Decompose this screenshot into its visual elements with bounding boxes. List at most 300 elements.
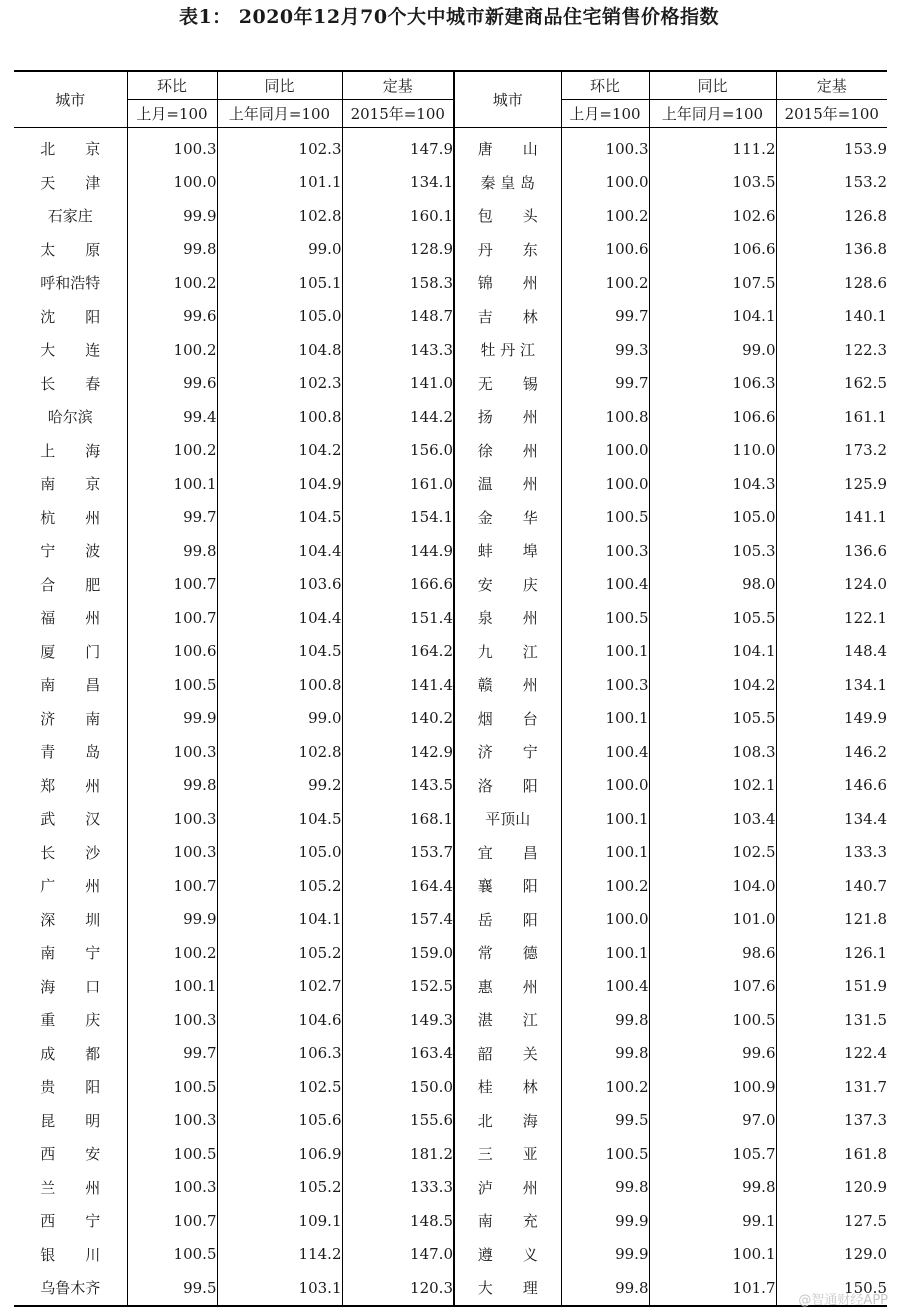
mom-value-right: 100.1	[561, 802, 649, 836]
city-name-left: 长 春	[40, 374, 101, 393]
yoy-value-left: 106.9	[217, 1137, 342, 1171]
table-row	[14, 1003, 887, 1037]
yoy-value-right: 103.4	[649, 802, 776, 836]
mom-value-right: 99.8	[561, 1037, 649, 1071]
base-value-right: 120.9	[776, 1171, 887, 1205]
mom-value-right: 100.6	[561, 233, 649, 267]
mom-value-left: 99.7	[127, 501, 217, 535]
city-name-left: 成 都	[40, 1044, 101, 1063]
city-name-left: 西 宁	[40, 1212, 101, 1231]
base-value-left: 163.4	[342, 1037, 454, 1071]
city-name-right: 湛 江	[454, 1003, 561, 1037]
yoy-value-right: 101.7	[649, 1271, 776, 1306]
yoy-value-left: 104.5	[217, 501, 342, 535]
city-name-right: 惠 州	[454, 970, 561, 1004]
table-row	[14, 128, 887, 166]
table-row	[14, 1204, 887, 1238]
watermark: @智通财经APP	[798, 1293, 888, 1308]
city-name-left: 南 京	[40, 475, 101, 494]
city-name-left: 合 肥	[40, 575, 101, 594]
mom-value-right: 100.3	[561, 128, 649, 166]
base-value-right: 148.4	[776, 635, 887, 669]
table-row	[14, 1271, 887, 1306]
city-name-right: 安 庆	[454, 568, 561, 602]
city-name-left: 沈 阳	[40, 307, 101, 326]
yoy-value-right: 104.1	[649, 300, 776, 334]
city-name-left: 重 庆	[40, 1011, 101, 1030]
base-value-right: 136.8	[776, 233, 887, 267]
base-value-right: 140.7	[776, 869, 887, 903]
base-value-right: 141.1	[776, 501, 887, 535]
yoy-value-left: 102.7	[217, 970, 342, 1004]
mom-value-left: 99.9	[127, 903, 217, 937]
base-value-left: 140.2	[342, 702, 454, 736]
yoy-value-left: 104.1	[217, 903, 342, 937]
header-yoy-right: 同比	[649, 71, 776, 100]
header-yoy-sub: 上年同月=100	[217, 100, 342, 128]
mom-value-right: 99.7	[561, 300, 649, 334]
table-row	[14, 199, 887, 233]
city-name-left: 福 州	[40, 609, 101, 628]
yoy-value-right: 107.5	[649, 266, 776, 300]
base-value-right: 173.2	[776, 434, 887, 468]
base-value-left: 166.6	[342, 568, 454, 602]
mom-value-left: 100.5	[127, 1137, 217, 1171]
city-name-left: 上 海	[40, 441, 101, 460]
mom-value-left: 100.0	[127, 166, 217, 200]
yoy-value-right: 108.3	[649, 735, 776, 769]
yoy-value-right: 102.6	[649, 199, 776, 233]
mom-value-right: 99.8	[561, 1271, 649, 1306]
mom-value-right: 100.0	[561, 903, 649, 937]
mom-value-left: 100.5	[127, 668, 217, 702]
mom-value-right: 100.2	[561, 199, 649, 233]
mom-value-left: 100.5	[127, 1070, 217, 1104]
yoy-value-right: 111.2	[649, 128, 776, 166]
table-row	[14, 1037, 887, 1071]
city-name-left: 昆 明	[40, 1111, 101, 1130]
table-row	[14, 233, 887, 267]
yoy-value-left: 104.5	[217, 635, 342, 669]
city-name-left: 海 口	[40, 977, 101, 996]
base-value-right: 129.0	[776, 1238, 887, 1272]
city-name-right: 唐 山	[454, 128, 561, 166]
base-value-left: 164.4	[342, 869, 454, 903]
base-value-right: 140.1	[776, 300, 887, 334]
yoy-value-right: 97.0	[649, 1104, 776, 1138]
table-row	[14, 1137, 887, 1171]
mom-value-right: 100.8	[561, 400, 649, 434]
base-value-right: 137.3	[776, 1104, 887, 1138]
base-value-left: 161.0	[342, 467, 454, 501]
yoy-value-right: 103.5	[649, 166, 776, 200]
mom-value-left: 100.7	[127, 1204, 217, 1238]
mom-value-right: 100.5	[561, 501, 649, 535]
city-name-right: 大 理	[454, 1271, 561, 1306]
city-name-right: 南 充	[454, 1204, 561, 1238]
table-row	[14, 936, 887, 970]
header-base-sub: 2015年=100	[342, 100, 454, 128]
header-mom-sub-right: 上月=100	[561, 100, 649, 128]
city-name-left: 天 津	[40, 173, 101, 192]
yoy-value-right: 104.1	[649, 635, 776, 669]
base-value-right: 128.6	[776, 266, 887, 300]
base-value-right: 151.9	[776, 970, 887, 1004]
yoy-value-left: 101.1	[217, 166, 342, 200]
city-name-right: 韶 关	[454, 1037, 561, 1071]
yoy-value-left: 104.9	[217, 467, 342, 501]
mom-value-right: 100.3	[561, 668, 649, 702]
city-name-left: 济 南	[40, 709, 101, 728]
mom-value-right: 100.2	[561, 266, 649, 300]
header-base: 定基	[342, 71, 454, 100]
city-name-left: 银 川	[40, 1245, 101, 1264]
city-name-right: 平顶山	[454, 802, 561, 836]
yoy-value-left: 102.3	[217, 128, 342, 166]
base-value-left: 154.1	[342, 501, 454, 535]
yoy-value-left: 103.6	[217, 568, 342, 602]
mom-value-right: 99.9	[561, 1238, 649, 1272]
city-name-right: 桂 林	[454, 1070, 561, 1104]
yoy-value-right: 99.1	[649, 1204, 776, 1238]
mom-value-right: 100.2	[561, 1070, 649, 1104]
header-base-right: 定基	[776, 71, 887, 100]
yoy-value-left: 102.8	[217, 735, 342, 769]
table-row	[14, 333, 887, 367]
base-value-right: 125.9	[776, 467, 887, 501]
yoy-value-right: 99.0	[649, 333, 776, 367]
mom-value-right: 100.0	[561, 467, 649, 501]
base-value-left: 149.3	[342, 1003, 454, 1037]
yoy-value-left: 102.3	[217, 367, 342, 401]
mom-value-left: 99.9	[127, 199, 217, 233]
yoy-value-right: 107.6	[649, 970, 776, 1004]
base-value-left: 168.1	[342, 802, 454, 836]
mom-value-right: 100.3	[561, 534, 649, 568]
table-body	[14, 128, 887, 1306]
city-name-left: 哈尔滨	[47, 408, 93, 427]
city-name-left: 青 岛	[40, 743, 101, 762]
city-name-left: 贵 阳	[40, 1078, 101, 1097]
mom-value-right: 100.1	[561, 836, 649, 870]
base-value-right: 162.5	[776, 367, 887, 401]
table-row	[14, 869, 887, 903]
mom-value-right: 99.5	[561, 1104, 649, 1138]
base-value-right: 121.8	[776, 903, 887, 937]
mom-value-right: 99.3	[561, 333, 649, 367]
table-row	[14, 166, 887, 200]
mom-value-left: 99.9	[127, 702, 217, 736]
city-name-left: 长 沙	[40, 843, 101, 862]
mom-value-right: 100.4	[561, 568, 649, 602]
base-value-left: 159.0	[342, 936, 454, 970]
mom-value-left: 100.3	[127, 735, 217, 769]
header-mom-sub: 上月=100	[127, 100, 217, 128]
header-base-sub-right: 2015年=100	[776, 100, 887, 128]
base-value-left: 144.9	[342, 534, 454, 568]
yoy-value-left: 103.1	[217, 1271, 342, 1306]
price-index-table	[14, 70, 887, 1307]
yoy-value-left: 106.3	[217, 1037, 342, 1071]
city-name-left: 西 安	[40, 1145, 101, 1164]
yoy-value-left: 104.8	[217, 333, 342, 367]
yoy-value-right: 104.3	[649, 467, 776, 501]
city-name-right: 泉 州	[454, 601, 561, 635]
mom-value-left: 99.8	[127, 534, 217, 568]
mom-value-left: 99.7	[127, 1037, 217, 1071]
base-value-left: 133.3	[342, 1171, 454, 1205]
yoy-value-right: 102.1	[649, 769, 776, 803]
yoy-value-left: 104.4	[217, 534, 342, 568]
table-header	[14, 71, 887, 128]
mom-value-right: 100.1	[561, 702, 649, 736]
yoy-value-right: 102.5	[649, 836, 776, 870]
mom-value-right: 99.8	[561, 1003, 649, 1037]
yoy-value-right: 105.5	[649, 702, 776, 736]
yoy-value-right: 105.0	[649, 501, 776, 535]
mom-value-left: 100.3	[127, 1104, 217, 1138]
table-row	[14, 367, 887, 401]
yoy-value-right: 104.0	[649, 869, 776, 903]
table-row	[14, 1238, 887, 1272]
yoy-value-left: 99.0	[217, 702, 342, 736]
mom-value-left: 100.3	[127, 836, 217, 870]
yoy-value-left: 100.8	[217, 400, 342, 434]
yoy-value-left: 99.2	[217, 769, 342, 803]
mom-value-left: 100.3	[127, 1171, 217, 1205]
table-row	[14, 1070, 887, 1104]
city-name-right: 无 锡	[454, 367, 561, 401]
base-value-left: 150.0	[342, 1070, 454, 1104]
table-row	[14, 903, 887, 937]
city-name-right: 温 州	[454, 467, 561, 501]
yoy-value-right: 104.2	[649, 668, 776, 702]
base-value-right: 126.1	[776, 936, 887, 970]
mom-value-right: 100.1	[561, 635, 649, 669]
table-row	[14, 501, 887, 535]
base-value-left: 141.4	[342, 668, 454, 702]
yoy-value-right: 100.1	[649, 1238, 776, 1272]
base-value-left: 157.4	[342, 903, 454, 937]
page-title: 表1： 2020年12月70个大中城市新建商品住宅销售价格指数	[178, 6, 720, 28]
base-value-right: 124.0	[776, 568, 887, 602]
base-value-left: 128.9	[342, 233, 454, 267]
yoy-value-right: 106.6	[649, 233, 776, 267]
yoy-value-left: 104.5	[217, 802, 342, 836]
table-row	[14, 266, 887, 300]
table-row	[14, 1104, 887, 1138]
mom-value-left: 99.6	[127, 367, 217, 401]
header-yoy: 同比	[217, 71, 342, 100]
city-name-right: 赣 州	[454, 668, 561, 702]
city-name-left: 大 连	[40, 341, 101, 360]
table-row	[14, 534, 887, 568]
table-row	[14, 568, 887, 602]
yoy-value-right: 98.0	[649, 568, 776, 602]
base-value-right: 149.9	[776, 702, 887, 736]
mom-value-left: 100.7	[127, 568, 217, 602]
city-name-left: 太 原	[40, 240, 101, 259]
yoy-value-left: 114.2	[217, 1238, 342, 1272]
table-row	[14, 735, 887, 769]
city-name-left: 杭 州	[40, 508, 101, 527]
yoy-value-right: 99.8	[649, 1171, 776, 1205]
base-value-left: 141.0	[342, 367, 454, 401]
mom-value-right: 100.2	[561, 869, 649, 903]
header-mom: 环比	[127, 71, 217, 100]
city-name-right: 三 亚	[454, 1137, 561, 1171]
base-value-right: 131.5	[776, 1003, 887, 1037]
mom-value-left: 100.2	[127, 266, 217, 300]
city-name-left: 南 宁	[40, 944, 101, 963]
base-value-left: 148.7	[342, 300, 454, 334]
city-name-left: 郑 州	[40, 776, 101, 795]
city-name-right: 金 华	[454, 501, 561, 535]
city-name-right: 遵 义	[454, 1238, 561, 1272]
yoy-value-left: 105.1	[217, 266, 342, 300]
yoy-value-left: 102.8	[217, 199, 342, 233]
yoy-value-left: 100.8	[217, 668, 342, 702]
base-value-left: 158.3	[342, 266, 454, 300]
mom-value-right: 100.0	[561, 434, 649, 468]
mom-value-left: 99.8	[127, 233, 217, 267]
base-value-left: 147.9	[342, 128, 454, 166]
city-name-left: 深 圳	[40, 910, 101, 929]
base-value-left: 147.0	[342, 1238, 454, 1272]
mom-value-right: 99.8	[561, 1171, 649, 1205]
base-value-left: 143.3	[342, 333, 454, 367]
yoy-value-right: 105.3	[649, 534, 776, 568]
mom-value-left: 99.6	[127, 300, 217, 334]
yoy-value-right: 105.5	[649, 601, 776, 635]
base-value-left: 153.7	[342, 836, 454, 870]
mom-value-right: 100.5	[561, 1137, 649, 1171]
header-city: 城市	[14, 71, 127, 128]
base-value-right: 122.4	[776, 1037, 887, 1071]
base-value-right: 122.3	[776, 333, 887, 367]
mom-value-left: 100.6	[127, 635, 217, 669]
table-row	[14, 970, 887, 1004]
table-row	[14, 400, 887, 434]
mom-value-left: 100.3	[127, 128, 217, 166]
city-name-left: 呼和浩特	[40, 274, 101, 293]
yoy-value-right: 101.0	[649, 903, 776, 937]
yoy-value-left: 104.2	[217, 434, 342, 468]
base-value-right: 150.5	[776, 1271, 887, 1306]
yoy-value-right: 106.3	[649, 367, 776, 401]
city-name-right: 秦 皇 岛	[454, 166, 561, 200]
yoy-value-right: 98.6	[649, 936, 776, 970]
yoy-value-right: 100.5	[649, 1003, 776, 1037]
mom-value-left: 100.1	[127, 467, 217, 501]
city-name-right: 洛 阳	[454, 769, 561, 803]
city-name-right: 徐 州	[454, 434, 561, 468]
city-name-right: 岳 阳	[454, 903, 561, 937]
yoy-value-left: 99.0	[217, 233, 342, 267]
city-name-left: 乌鲁木齐	[40, 1279, 101, 1298]
base-value-right: 153.9	[776, 128, 887, 166]
yoy-value-right: 105.7	[649, 1137, 776, 1171]
yoy-value-right: 110.0	[649, 434, 776, 468]
yoy-value-left: 105.0	[217, 836, 342, 870]
city-name-right: 济 宁	[454, 735, 561, 769]
table-row	[14, 1171, 887, 1205]
city-name-right: 扬 州	[454, 400, 561, 434]
city-name-left: 宁 波	[40, 542, 101, 561]
city-name-right: 宜 昌	[454, 836, 561, 870]
header-yoy-sub-right: 上年同月=100	[649, 100, 776, 128]
city-name-left: 兰 州	[40, 1178, 101, 1197]
city-name-right: 襄 阳	[454, 869, 561, 903]
table-row	[14, 635, 887, 669]
base-value-right: 153.2	[776, 166, 887, 200]
table-row	[14, 467, 887, 501]
yoy-value-left: 104.4	[217, 601, 342, 635]
city-name-right: 包 头	[454, 199, 561, 233]
base-value-right: 146.2	[776, 735, 887, 769]
mom-value-right: 99.9	[561, 1204, 649, 1238]
city-name-right: 丹 东	[454, 233, 561, 267]
city-name-right: 吉 林	[454, 300, 561, 334]
table-row	[14, 434, 887, 468]
mom-value-left: 100.2	[127, 333, 217, 367]
city-name-right: 蚌 埠	[454, 534, 561, 568]
base-value-right: 126.8	[776, 199, 887, 233]
yoy-value-right: 99.6	[649, 1037, 776, 1071]
yoy-value-left: 105.2	[217, 869, 342, 903]
mom-value-left: 99.5	[127, 1271, 217, 1306]
mom-value-right: 100.0	[561, 166, 649, 200]
yoy-value-left: 105.2	[217, 1171, 342, 1205]
header-mom-right: 环比	[561, 71, 649, 100]
city-name-left: 石家庄	[47, 207, 93, 226]
yoy-value-left: 102.5	[217, 1070, 342, 1104]
base-value-left: 148.5	[342, 1204, 454, 1238]
mom-value-right: 100.0	[561, 769, 649, 803]
table-row	[14, 668, 887, 702]
yoy-value-left: 105.6	[217, 1104, 342, 1138]
base-value-left: 144.2	[342, 400, 454, 434]
base-value-right: 131.7	[776, 1070, 887, 1104]
base-value-left: 120.3	[342, 1271, 454, 1306]
base-value-left: 152.5	[342, 970, 454, 1004]
mom-value-left: 100.3	[127, 1003, 217, 1037]
mom-value-left: 99.4	[127, 400, 217, 434]
base-value-left: 151.4	[342, 601, 454, 635]
mom-value-right: 100.1	[561, 936, 649, 970]
mom-value-left: 100.5	[127, 1238, 217, 1272]
mom-value-left: 100.7	[127, 601, 217, 635]
city-name-right: 牡 丹 江	[454, 333, 561, 367]
city-name-right: 常 德	[454, 936, 561, 970]
mom-value-left: 100.2	[127, 936, 217, 970]
mom-value-left: 99.8	[127, 769, 217, 803]
base-value-right: 136.6	[776, 534, 887, 568]
city-name-left: 南 昌	[40, 676, 101, 695]
city-name-left: 厦 门	[40, 642, 101, 661]
mom-value-left: 100.1	[127, 970, 217, 1004]
table-row	[14, 836, 887, 870]
city-name-left: 武 汉	[40, 810, 101, 829]
table-row	[14, 601, 887, 635]
city-name-right: 泸 州	[454, 1171, 561, 1205]
base-value-right: 122.1	[776, 601, 887, 635]
base-value-right: 134.4	[776, 802, 887, 836]
base-value-left: 143.5	[342, 769, 454, 803]
table-row	[14, 300, 887, 334]
mom-value-left: 100.3	[127, 802, 217, 836]
mom-value-right: 100.5	[561, 601, 649, 635]
